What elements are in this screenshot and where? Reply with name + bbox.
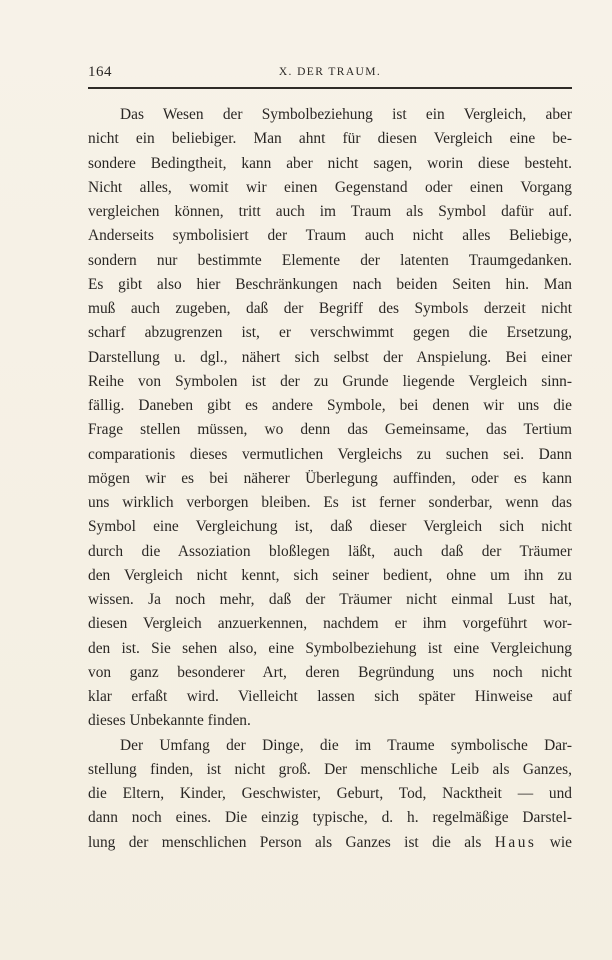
text-line: die Eltern, Kinder, Geschwister, Geburt, Tod, Nacktheit — und: [88, 785, 572, 802]
emphasized-word: Haus: [494, 833, 537, 851]
text-line-with-emphasis: [88, 831, 572, 855]
body-text: [88, 103, 572, 855]
text-line: Frage stellen müssen, wo denn das Gemeinsame, das Tertium: [88, 421, 572, 439]
text-line: Reihe von Symbolen ist der zu Grunde liegende Vergleich sinn-: [88, 372, 572, 390]
text-line: klar erfaßt wird. Vielleicht lassen sich später Hinweise auf: [88, 688, 572, 705]
text-line: Nicht alles, womit wir einen Gegenstand oder einen Vorgang: [88, 178, 572, 196]
text-run: wie: [536, 833, 573, 851]
text-line: Das Wesen der Symbolbeziehung ist ein Vergleich, aber: [120, 106, 572, 123]
page-number: 164: [88, 64, 112, 80]
text-line: uns wirklich verborgen bleiben. Es ist ferner sonderbar, wenn das: [88, 494, 572, 511]
text-line: diesen Vergleich anzuerkennen, nachdem er ihm vorgeführt wor-: [88, 615, 572, 633]
text-line: mögen wir es bei näherer Überlegung auffinden, oder es kann: [88, 469, 572, 487]
text-line: Es gibt also hier Beschränkungen nach beiden Seiten hin. Man: [88, 275, 572, 293]
page-header: [88, 64, 572, 86]
text-line: den ist. Sie sehen also, eine Symbolbeziehung ist eine Vergleichung: [88, 639, 572, 657]
text-line: den Vergleich nicht kennt, sich seiner bedient, ohne um ihn zu: [88, 566, 572, 584]
text-line: dann noch eines. Die einzig typische, d. h. regelmäßige Darstel-: [88, 809, 572, 827]
text-line: wissen. Ja noch mehr, daß der Träumer nicht einmal Lust hat,: [88, 591, 572, 608]
text-line: nicht ein beliebiger. Man ahnt für diesen Vergleich eine be-: [88, 130, 572, 148]
text-line: stellung finden, ist nicht groß. Der menschliche Leib als Ganzes,: [88, 760, 572, 778]
text-line: scharf abzugrenzen ist, er verschwimmt gegen die Ersetzung,: [88, 324, 572, 342]
text-line: Darstellung u. dgl., nähert sich selbst der Anspielung. Bei einer: [88, 348, 572, 366]
text-line: dieses Unbekannte finden.: [88, 712, 251, 730]
text-run: lung der menschlichen Person als Ganzes ist die als: [88, 833, 482, 851]
text-line: Der Umfang der Dinge, die im Traume symbolische Dar-: [120, 736, 572, 754]
text-line: sondern nur bestimmte Elemente der latenten Traumgedanken.: [88, 251, 572, 269]
text-line: Symbol eine Vergleichung ist, daß dieser Vergleich sich nicht: [88, 518, 572, 536]
text-line: durch die Assoziation bloßlegen läßt, auch daß der Träumer: [88, 542, 572, 560]
text-line: fällig. Daneben gibt es andere Symbole, bei denen wir uns die: [88, 397, 572, 414]
header-rule: [88, 87, 572, 89]
text-line: muß auch zugeben, daß der Begriff des Symbols derzeit nicht: [88, 300, 572, 317]
text-line: Anderseits symbolisiert der Traum auch nicht alles Beliebige,: [88, 227, 572, 245]
running-head: X. DER TRAUM.: [278, 66, 382, 78]
text-line: vergleichen können, tritt auch im Traum als Symbol dafür auf.: [88, 203, 572, 220]
text-line: comparationis dieses vermutlichen Vergleichs zu suchen sei. Dann: [88, 445, 572, 463]
text-line: von ganz besonderer Art, deren Begründung uns noch nicht: [88, 663, 572, 681]
text-line: sondere Bedingtheit, kann aber nicht sagen, worin diese besteht.: [88, 154, 572, 172]
